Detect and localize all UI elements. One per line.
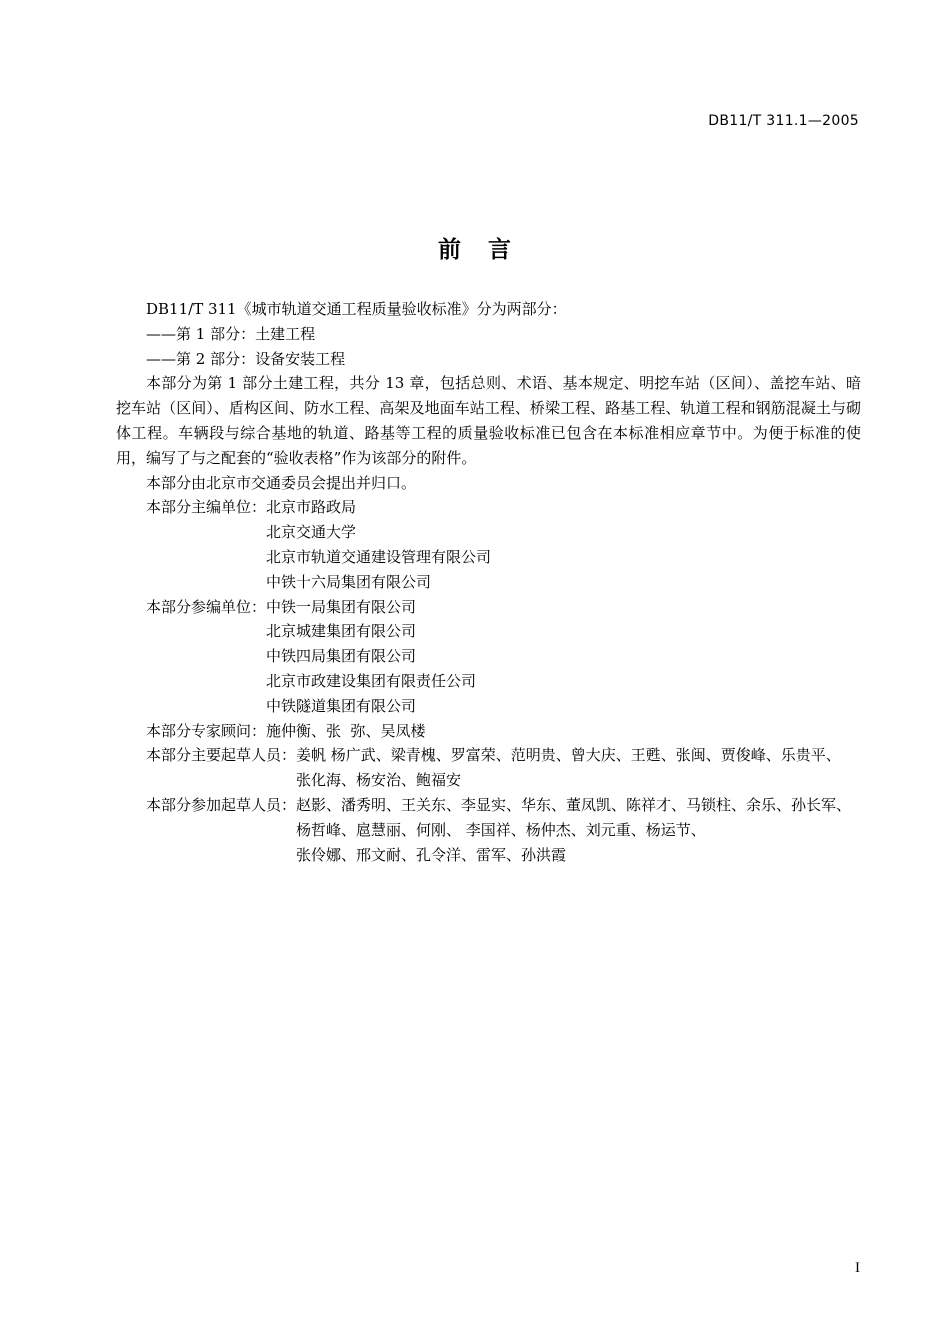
other-drafters-label: 本部分参加起草人员： xyxy=(146,795,297,814)
chief-unit-item: 北京交通大学 xyxy=(266,523,357,542)
participating-units-block xyxy=(116,595,861,719)
page-number: I xyxy=(855,1260,860,1276)
participating-units-label: 本部分参编单位： xyxy=(146,597,267,616)
participating-unit-item: 中铁一局集团有限公司 xyxy=(266,597,417,616)
main-drafters-line: 姜帆 杨广武、梁青槐、罗富荣、范明贵、曾大庆、王甦、张闽、贾俊峰、乐贵平、 xyxy=(296,746,841,765)
participating-unit-item: 中铁四局集团有限公司 xyxy=(266,647,417,666)
advisors-value: 施仲衡、张 弥、吴凤楼 xyxy=(266,721,426,740)
scope-paragraph: 本部分为第 1 部分土建工程，共分 13 章，包括总则、术语、基本规定、明挖车站（区间）、盖挖车站、暗挖车站（区间）、盾构区间、防水工程、高架及地面车站工程、桥梁工程、路基工程、轨道工程和钢筋混凝土与砌体工程。车辆段与综合基地的轨道、路基等工程的质量验收标准已包含在本标准相应章节中。为便于标准的使用，编写了与之配套的“验收表格”作为该部分的附件。 xyxy=(116,374,861,467)
part-1-line: ——第 1 部分：土建工程 xyxy=(146,324,316,343)
title-char-2: 言 xyxy=(488,237,512,263)
chief-unit-item: 北京市路政局 xyxy=(266,498,357,517)
main-drafters-block xyxy=(116,743,861,793)
intro-paragraph: DB11/T 311《城市轨道交通工程质量验收标准》分为两部分： xyxy=(146,300,567,318)
proposer-paragraph: 本部分由北京市交通委员会提出并归口。 xyxy=(146,473,417,492)
participating-unit-item: 北京市政建设集团有限责任公司 xyxy=(266,671,477,690)
page-title xyxy=(0,231,950,264)
advisors-block xyxy=(116,719,861,744)
chief-units-block xyxy=(116,495,861,594)
other-drafters-block xyxy=(116,793,861,867)
main-drafters-label: 本部分主要起草人员： xyxy=(146,746,297,765)
other-drafters-line: 赵影、潘秀明、王关东、李显实、华东、董凤凯、陈祥才、马锁柱、余乐、孙长军、 xyxy=(296,795,852,814)
participating-unit-item: 中铁隧道集团有限公司 xyxy=(266,696,417,715)
part-2-line: ——第 2 部分：设备安装工程 xyxy=(146,349,346,368)
chief-unit-item: 北京市轨道交通建设管理有限公司 xyxy=(266,547,492,566)
preface-body xyxy=(116,297,861,867)
chief-unit-item: 中铁十六局集团有限公司 xyxy=(266,572,432,591)
title-char-1: 前 xyxy=(438,237,462,263)
participating-unit-item: 北京城建集团有限公司 xyxy=(266,622,417,641)
chief-units-label: 本部分主编单位： xyxy=(146,498,267,517)
other-drafters-line: 张伶娜、邢文耐、孔令洋、雷军、孙洪霞 xyxy=(296,845,567,864)
advisors-label: 本部分专家顾问： xyxy=(146,721,267,740)
main-drafters-line: 张化海、杨安治、鲍福安 xyxy=(296,771,462,790)
document-code: DB11/T 311.1—2005 xyxy=(708,113,859,129)
other-drafters-line: 杨哲峰、扈慧丽、何刚、 李国祥、杨仲杰、刘元重、杨运节、 xyxy=(296,820,706,839)
